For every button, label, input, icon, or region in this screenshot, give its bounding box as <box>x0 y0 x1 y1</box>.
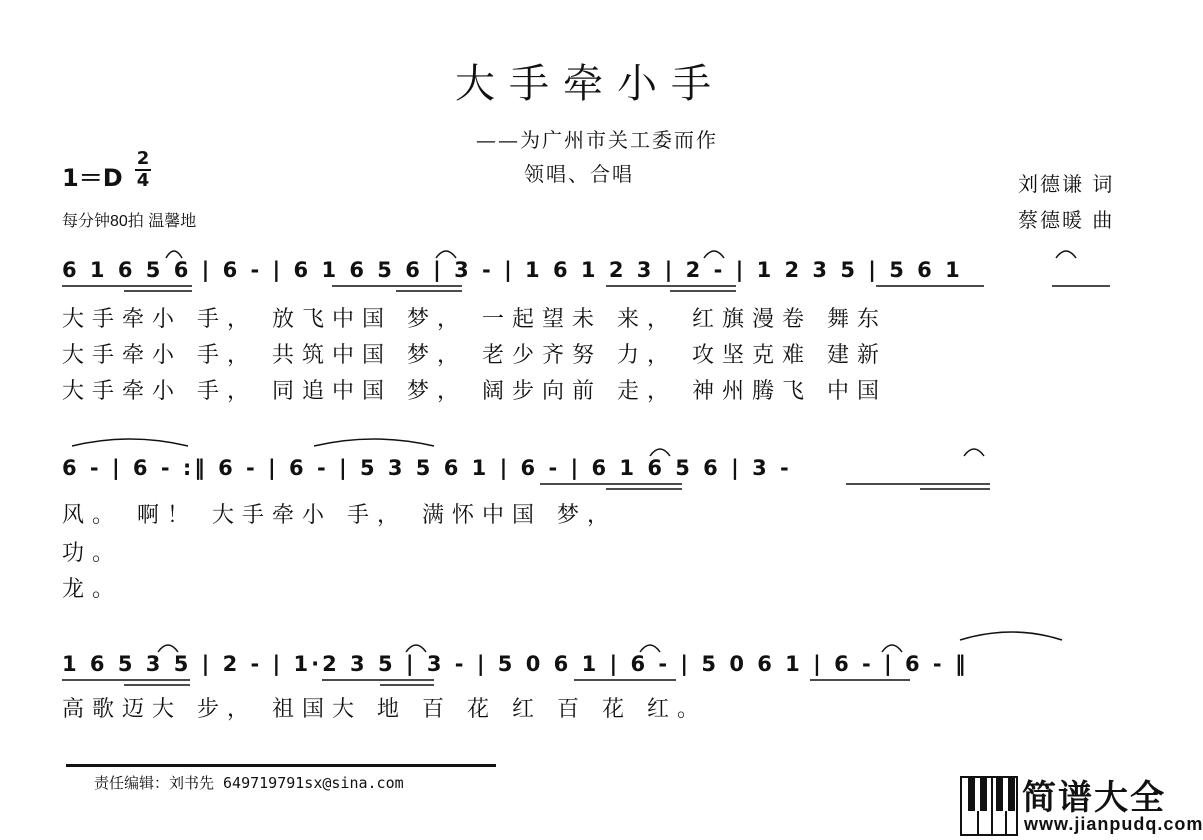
song-subtitle: ——为广州市关工委而作 <box>476 128 718 152</box>
slur-mark <box>314 439 434 446</box>
performance-form: 领唱、合唱 <box>524 162 634 186</box>
system-2-lyric-verse-3: 龙。 <box>62 577 123 602</box>
system-1-notes: 6 1 6 5 6 | 6 - | 6 1 6 5 6 | 3 - | 1 6 1 2 3 | 2 - | 1 2 3 5 | 5 6 1 <box>62 258 963 282</box>
slur-mark <box>960 632 1062 640</box>
tie-mark <box>882 645 902 652</box>
footer-rule <box>66 764 496 767</box>
site-logo-url: www.jianpudq.com <box>1024 814 1203 834</box>
time-signature-numerator: 2 <box>136 148 150 169</box>
lyricist-credit: 刘德谦 词 <box>1018 172 1115 196</box>
system-1-lyric-verse-1: 大手牵小 手， 放飞中国 梦， 一起望未 来， 红旗漫卷 舞东 <box>62 307 887 332</box>
system-2-lyric-verse-2: 功。 <box>62 541 123 566</box>
key-signature: 1＝D <box>62 164 123 192</box>
system-1-lyric-verse-2: 大手牵小 手， 共筑中国 梦， 老少齐努 力， 攻坚克难 建新 <box>62 343 887 368</box>
tie-mark <box>1056 251 1076 258</box>
tie-mark <box>436 251 456 258</box>
tie-mark <box>406 645 426 652</box>
system-1-lyric-verse-3: 大手牵小 手， 同追中国 梦， 阔步向前 走， 神州腾飞 中国 <box>62 379 887 404</box>
system-2-lyric-verse-1: 风。 啊！ 大手牵小 手， 满怀中国 梦， <box>62 503 617 528</box>
tie-mark <box>964 449 984 456</box>
time-signature-denominator: 4 <box>136 170 150 191</box>
tie-mark <box>650 449 670 456</box>
tie-mark <box>158 645 178 652</box>
song-title: 大手牵小手 <box>455 61 725 107</box>
composer-credit: 蔡德暖 曲 <box>1018 208 1115 232</box>
system-2-notes: 6 - | 6 - :‖ 6 - | 6 - | 5 3 5 6 1 | 6 - | 6 1 6 5 6 | 3 - <box>62 456 792 480</box>
site-logo-name: 简谱大全 <box>1022 778 1166 818</box>
slur-mark <box>72 439 188 446</box>
system-3-notes: 1 6 5 3 5 | 2 - | 1·2 3 5 | 3 - | 5 0 6 1 | 6 - | 5 0 6 1 | 6 - | 6 - ‖ <box>62 652 969 676</box>
tempo-marking: 每分钟80拍 温馨地 <box>62 213 197 230</box>
tie-mark <box>704 251 724 258</box>
system-3-lyric-verse-1: 高歌迈大 步， 祖国大 地 百 花 红 百 花 红。 <box>62 697 707 722</box>
editor-credit: 责任编辑：刘书先 649719791sx@sina.com <box>94 774 404 792</box>
tie-mark <box>166 251 182 258</box>
tie-mark <box>640 645 660 652</box>
piano-keys-icon <box>960 776 1018 836</box>
